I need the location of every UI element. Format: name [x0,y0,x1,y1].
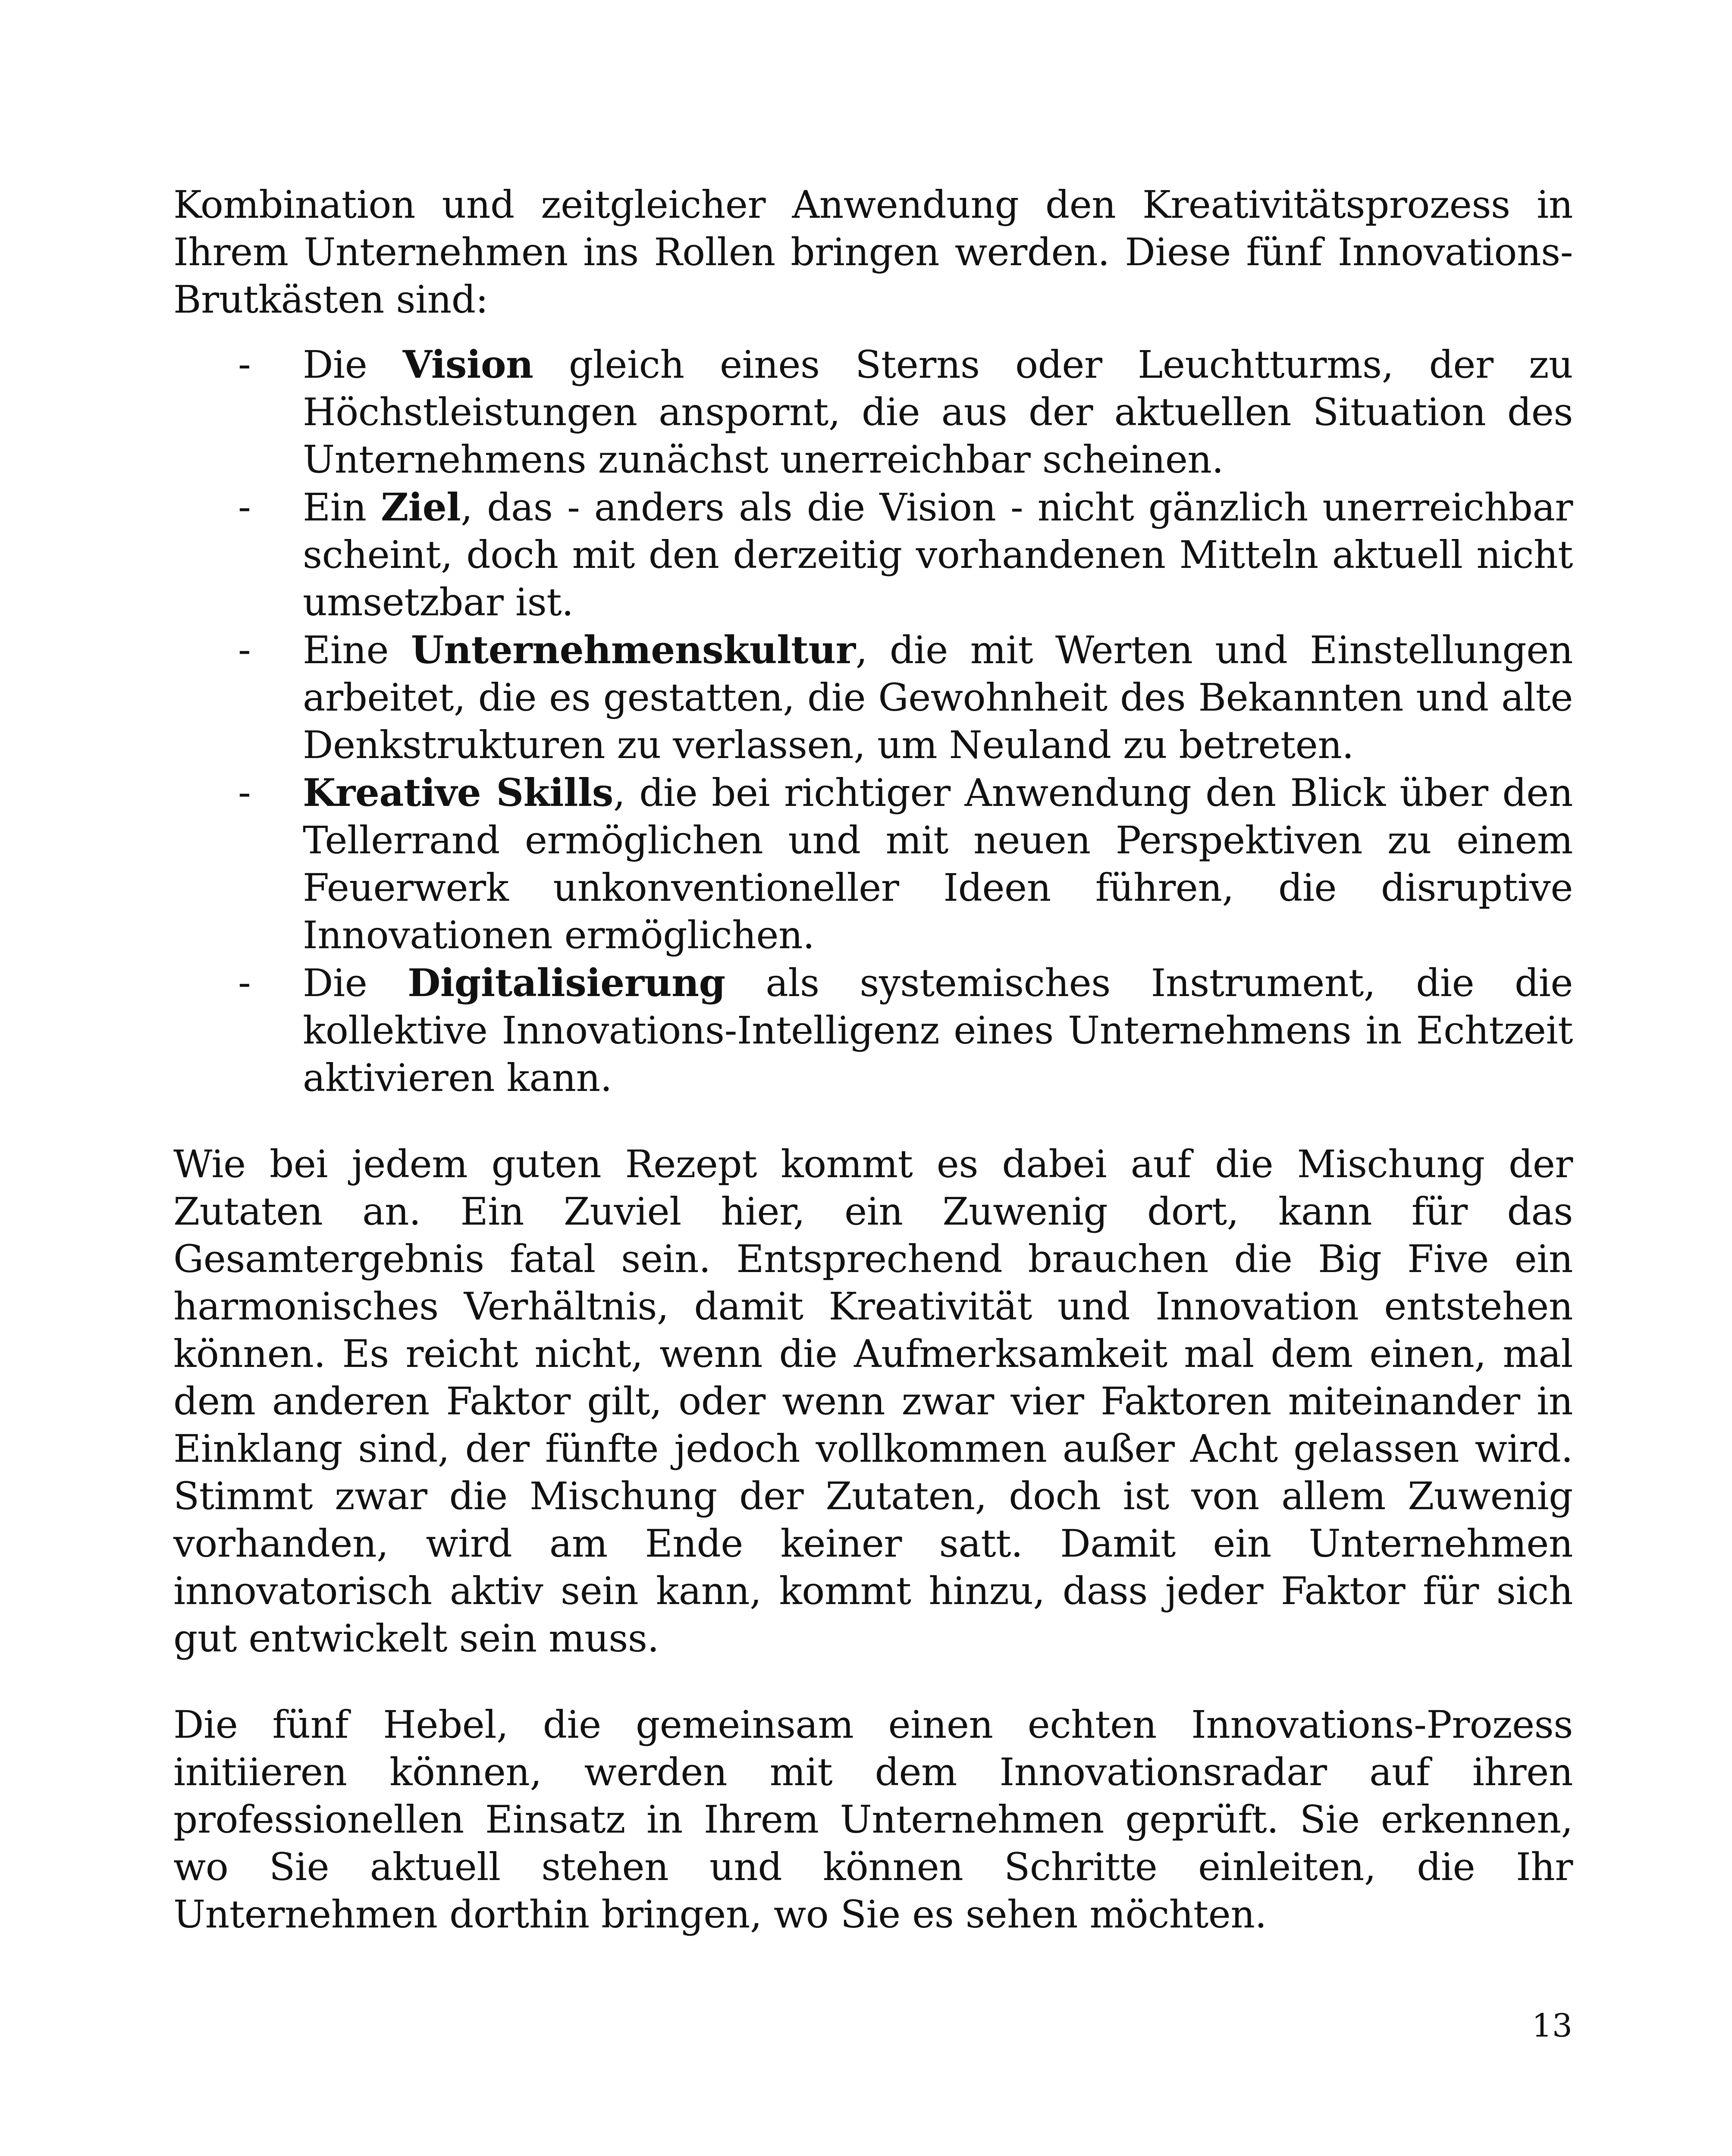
intro-paragraph: Kombination und zeitgleicher Anwendung den Kreativitätsprozess in Ihrem Unternehmen ins Rollen bringen werden. Diese fünf Innovations-Brutkästen sind: [173,182,1573,322]
list-item-term: Ziel [381,485,461,530]
list-bullet: - [238,960,251,1005]
list-item-prefix: Ein [303,485,381,530]
page-number: 13 [1531,2007,1572,2044]
list-item-prefix: Die [303,342,403,387]
list-bullet: - [238,342,251,386]
list-item-text: gleich eines Sterns oder Leuchtturms, der zu Höchstleistungen anspornt, die aus der aktuellen Situation des Unternehmens zunächst unerreichbar scheinen. [303,342,1573,482]
list-item-text: , das - anders als die Vision - nicht gänzlich unerreichbar scheint, doch mit den derzeitig vorhandenen Mitteln aktuell nicht umsetzbar ist. [303,485,1573,624]
list-item [173,483,1573,626]
list-item [173,769,1573,959]
body-paragraph: Wie bei jedem guten Rezept kommt es dabei auf die Mischung der Zutaten an. Ein Zuviel hier, ein Zuwenig dort, kann für das Gesamtergebnis fatal sein. Entsprechend brauchen die Big Five ein harmonisches Verhältnis, damit Kreativität und Innovation entstehen können. Es reicht nicht, wenn die Aufmerksamkeit mal dem einen, mal dem anderen Faktor gilt, oder wenn zwar vier Faktoren miteinander in Einklang sind, der fünfte jedoch vollkommen außer Acht gelassen wird. Stimmt zwar die Mischung der Zutaten, doch ist von allem Zuwenig vorhanden, wird am Ende keiner satt. Damit ein Unternehmen innovatorisch aktiv sein kann, kommt hinzu, dass jeder Faktor für sich gut entwickelt sein muss. [173,1142,1573,1661]
list-item [173,341,1573,483]
list-item-term: Kreative Skills [303,770,613,815]
list-item [173,626,1573,769]
page-body [173,181,1573,1938]
list-item-term: Digitalisierung [408,960,725,1005]
list-item-text: als systemisches Instrument, die die kollektive Innovations-Intelligenz eines Unternehmens in Echtzeit aktivieren kann. [303,961,1573,1100]
list-item-term: Unternehmenskultur [411,627,856,672]
list-item-text: , die mit Werten und Einstellungen arbeitet, die es gestatten, die Gewohnheit des Bekannten und alte Denkstrukturen zu verlassen, um Neuland zu betreten. [303,628,1573,767]
list-bullet: - [238,627,251,672]
list-item-prefix: Die [303,961,408,1005]
list-item [173,959,1573,1102]
list-item-prefix: Eine [303,628,411,672]
list-bullet: - [238,770,251,815]
innovation-list [173,341,1573,1102]
list-item-text: , die bei richtiger Anwendung den Blick über den Tellerrand ermöglichen und mit neuen Perspektiven zu einem Feuerwerk unkonventioneller Ideen führen, die disruptive Innovationen ermöglichen. [303,771,1573,957]
list-bullet: - [238,485,251,529]
body-paragraph: Die fünf Hebel, die gemeinsam einen echten Innovations-Prozess initiieren können, werden mit dem Innovationsradar auf ihren professionellen Einsatz in Ihrem Unternehmen geprüft. Sie erkennen, wo Sie aktuell stehen und können Schritte einleiten, die Ihr Unternehmen dorthin bringen, wo Sie es sehen möchten. [173,1702,1573,1937]
list-item-term: Vision [402,342,533,387]
